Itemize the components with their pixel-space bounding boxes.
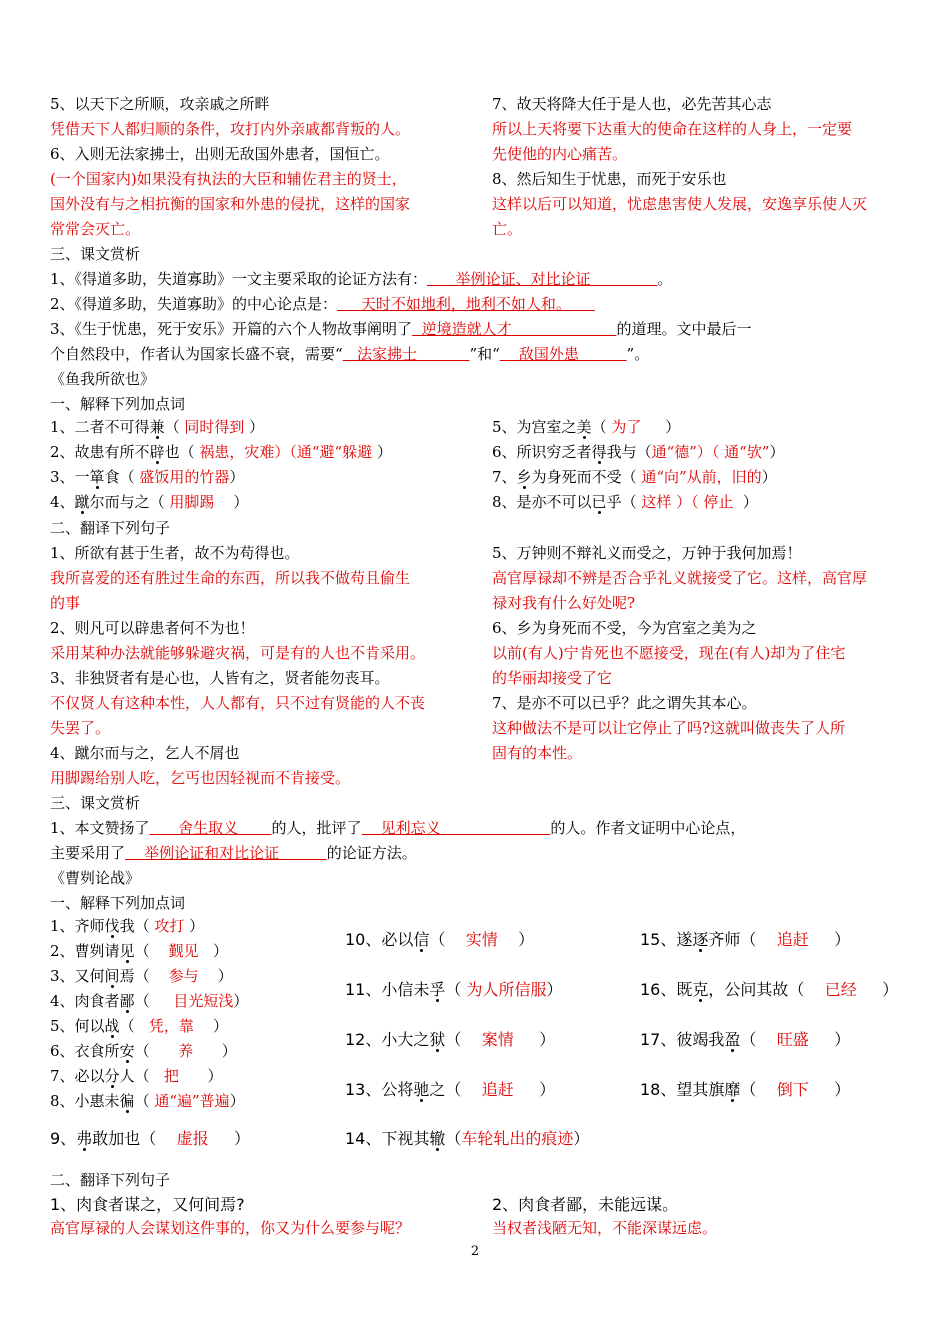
- section-heading: 三、课文赏析: [50, 794, 141, 812]
- dotted-char: 鄙: [119, 992, 135, 1010]
- question-6: 6、入则无法家拂士，出则无敌国外患者，国恒亡。: [50, 145, 390, 163]
- translate-answer: 我所喜爱的还有胜过生命的东西，所以我不做苟且偷生: [50, 569, 411, 587]
- appreciation-q2: 2、《得道多助，失道寡助》的中心论点是： 天时不如地利，地利不如人和。: [50, 295, 595, 313]
- lesson-title: 《曹刿论战》: [50, 869, 141, 887]
- answer-5: 凭借天下人都归顺的条件，攻打内外亲戚都背叛的人。: [50, 120, 411, 138]
- dotted-char: 美: [576, 418, 592, 436]
- translate-answer: 禄对我有什么好处呢?: [492, 594, 636, 612]
- translate-question: 3、非独贤者有是心也，人皆有之，贤者能勿丧耳。: [50, 669, 390, 687]
- appreciation-q1: 1、本文赞扬了 舍生取义 的人，批评了 见利忘义 的人。作者文证明中心论点，: [50, 819, 746, 837]
- translate-question: 2、肉食者鄙，未能远谋。: [492, 1195, 679, 1214]
- word-item: 8、小惠未徧（ 通“遍”普遍）: [50, 1092, 245, 1110]
- dotted-char: 见: [119, 942, 135, 960]
- word-item: 5、为宫室之美（ 为了 ）: [492, 418, 681, 436]
- translate-answer: 高官厚禄却不辨是否合乎礼义就接受了它。这样，高官厚: [492, 569, 868, 587]
- dotted-char: 兼: [149, 418, 165, 436]
- dotted-char: 分: [104, 1067, 120, 1085]
- word-item: 3、一箪食（ 盛饭用的竹器）: [50, 468, 245, 486]
- translate-answer: 以前(有人)宁肯死也不愿接受，现在(有人)却为了住宅: [492, 644, 846, 662]
- translate-answer: 采用某种办法就能够躲避灾祸，可是有的人也不肯采用。: [50, 644, 426, 662]
- word-item: 5、何以战（ 凭，靠 ）: [50, 1017, 228, 1035]
- translate-question: 1、肉食者谋之，又何间焉?: [50, 1195, 245, 1214]
- answer-6-line1: (一个国家内)如果没有执法的大臣和辅佐君主的贤士，: [50, 170, 407, 188]
- dotted-char: 间: [104, 967, 120, 985]
- word-item: 16、既克，公问其故（ 已经 ）: [640, 980, 899, 999]
- section-heading: 一、解释下列加点词: [50, 894, 186, 912]
- dotted-char: 弗: [76, 1129, 93, 1148]
- dotted-char: 辟: [149, 443, 165, 461]
- dotted-char: 徧: [119, 1092, 135, 1110]
- dotted-char: 辙: [429, 1129, 446, 1148]
- dotted-char: 狱: [429, 1030, 446, 1049]
- word-item: 7、乡为身死而不受（ 通“向”从前，旧的）: [492, 468, 777, 486]
- section-heading: 二、翻译下列句子: [50, 519, 171, 537]
- translate-question: 5、万钟则不辩礼义而受之，万钟于我何加焉！: [492, 544, 802, 562]
- word-item: 14、下视其辙（车轮轧出的痕迹）: [345, 1129, 590, 1148]
- translate-answer: 的事: [50, 594, 81, 612]
- dotted-char: 克: [692, 980, 709, 999]
- section-heading: 二、翻译下列句子: [50, 1171, 171, 1189]
- translate-answer: 用脚踢给别人吃，乞丐也因轻视而不肯接受。: [50, 769, 351, 787]
- dotted-char: 靡: [724, 1080, 741, 1099]
- section-heading: 一、解释下列加点词: [50, 395, 186, 413]
- translate-answer: 固有的本性。: [492, 744, 583, 762]
- dotted-char: 蹴: [74, 493, 90, 511]
- translate-answer: 当权者浅陋无知，不能深谋远虑。: [492, 1219, 718, 1237]
- word-item: 17、彼竭我盈（ 旺盛 ）: [640, 1030, 851, 1049]
- answer-6-line3: 常常会灭亡。: [50, 220, 141, 238]
- word-item: 7、必以分人（ 把 ）: [50, 1067, 223, 1085]
- word-item: 1、齐师伐我（ 攻打 ）: [50, 917, 205, 935]
- word-item: 11、小信未孚（ 为人所信服）: [345, 980, 563, 999]
- appreciation-q3-cont: 个自然段中，作者认为国家长盛不衰，需要“ 法家拂士 ”和“ 敌国外患 ”。: [50, 345, 650, 363]
- word-item: 6、衣食所安（ 养 ）: [50, 1042, 237, 1060]
- translate-answer: 不仅贤人有这种本性，人人都有，只不过有贤能的人不丧: [50, 694, 426, 712]
- translate-question: 6、乡为身死而不受，今为宫室之美为之: [492, 619, 757, 637]
- dotted-char: 盈: [724, 1030, 741, 1049]
- word-item: 6、所识穷乏者得我与（通“德”）（ 通“欤”）: [492, 443, 785, 461]
- answer-8-line2: 亡。: [492, 220, 523, 238]
- word-item: 15、遂逐齐师（ 追赶 ）: [640, 930, 851, 949]
- dotted-char: 信: [413, 930, 430, 949]
- answer-8-line1: 这样以后可以知道，忧虑患害使人发展，安逸享乐使人灭: [492, 195, 868, 213]
- word-item: 3、又何间焉（ 参与 ）: [50, 967, 233, 985]
- translate-question: 7、是亦不可以已乎？此之谓失其本心。: [492, 694, 757, 712]
- dotted-char: 逐: [692, 930, 709, 949]
- section-heading: 三、课文赏析: [50, 245, 141, 263]
- translate-question: 1、所欲有甚于生者，故不为苟得也。: [50, 544, 300, 562]
- word-item: 12、小大之狱（ 案情 ）: [345, 1030, 556, 1049]
- translate-answer: 高官厚禄的人会谋划这件事的，你又为什么要参与呢？: [50, 1219, 411, 1237]
- dotted-char: 伐: [104, 917, 120, 935]
- dotted-char: 安: [119, 1042, 135, 1060]
- word-item: 1、二者不可得兼（ 同时得到 ）: [50, 418, 265, 436]
- question-5: 5、以天下之所顺，攻亲戚之所畔: [50, 95, 270, 113]
- appreciation-q3: 3、《生于忧患，死于安乐》开篇的六个人物故事阐明了 逆境造就人才 的道理。文中最后一: [50, 320, 752, 338]
- answer-7-line1: 所以上天将要下达重大的使命在这样的人身上，一定要: [492, 120, 853, 138]
- dotted-char: 已: [591, 493, 607, 511]
- word-item: 4、蹴尔而与之（ 用脚踢 ）: [50, 493, 249, 511]
- dotted-char: 得: [591, 443, 607, 461]
- word-item: 13、公将驰之（ 追赶 ）: [345, 1080, 556, 1099]
- dotted-char: 战: [104, 1017, 120, 1035]
- word-item: 18、望其旗靡（ 倒下 ）: [640, 1080, 851, 1099]
- answer-6-line2: 国外没有与之相抗衡的国家和外患的侵扰，这样的国家: [50, 195, 411, 213]
- word-item: 4、肉食者鄙（ 目光短浅）: [50, 992, 249, 1010]
- word-item: 8、是亦不可以已乎（ 这样 ）（ 停止 ）: [492, 493, 758, 511]
- translate-answer: 这种做法不是可以让它停止了吗?这就叫做丧失了人所: [492, 719, 846, 737]
- question-8: 8、然后知生于忧患，而死于安乐也: [492, 170, 727, 188]
- answer-7-line2: 先使他的内心痛苦。: [492, 145, 628, 163]
- question-7: 7、故天将降大任于是人也，必先苦其心志: [492, 95, 772, 113]
- translate-answer: 失罢了。: [50, 719, 111, 737]
- lesson-title: 《鱼我所欲也》: [50, 370, 156, 388]
- appreciation-q1: 1、《得道多助，失道寡助》一文主要采取的论证方法有： 举例论证、对比论证 。: [50, 270, 673, 288]
- dotted-char: 箪: [89, 468, 105, 486]
- dotted-char: 乡: [516, 468, 532, 486]
- word-item: 2、故患有所不辟也（ 祸患，灾难）（通“避“躲避 ）: [50, 443, 392, 461]
- translate-answer: 的华丽却接受了它: [492, 669, 613, 687]
- word-item: 9、弗敢加也（ 虚报 ）: [50, 1129, 251, 1148]
- dotted-char: 驰: [413, 1080, 430, 1099]
- translate-question: 2、则凡可以辟患者何不为也！: [50, 619, 255, 637]
- appreciation-q1-cont: 主要采用了 举例论证和对比论证 的论证方法。: [50, 844, 417, 862]
- translate-question: 4、蹴尔而与之，乞人不屑也: [50, 744, 240, 762]
- word-item: 2、曹刿请见（ 觐见 ）: [50, 942, 228, 960]
- word-item: 10、必以信（ 实情 ）: [345, 930, 535, 949]
- page-number: 2: [470, 1244, 480, 1259]
- dotted-char: 孚: [429, 980, 446, 999]
